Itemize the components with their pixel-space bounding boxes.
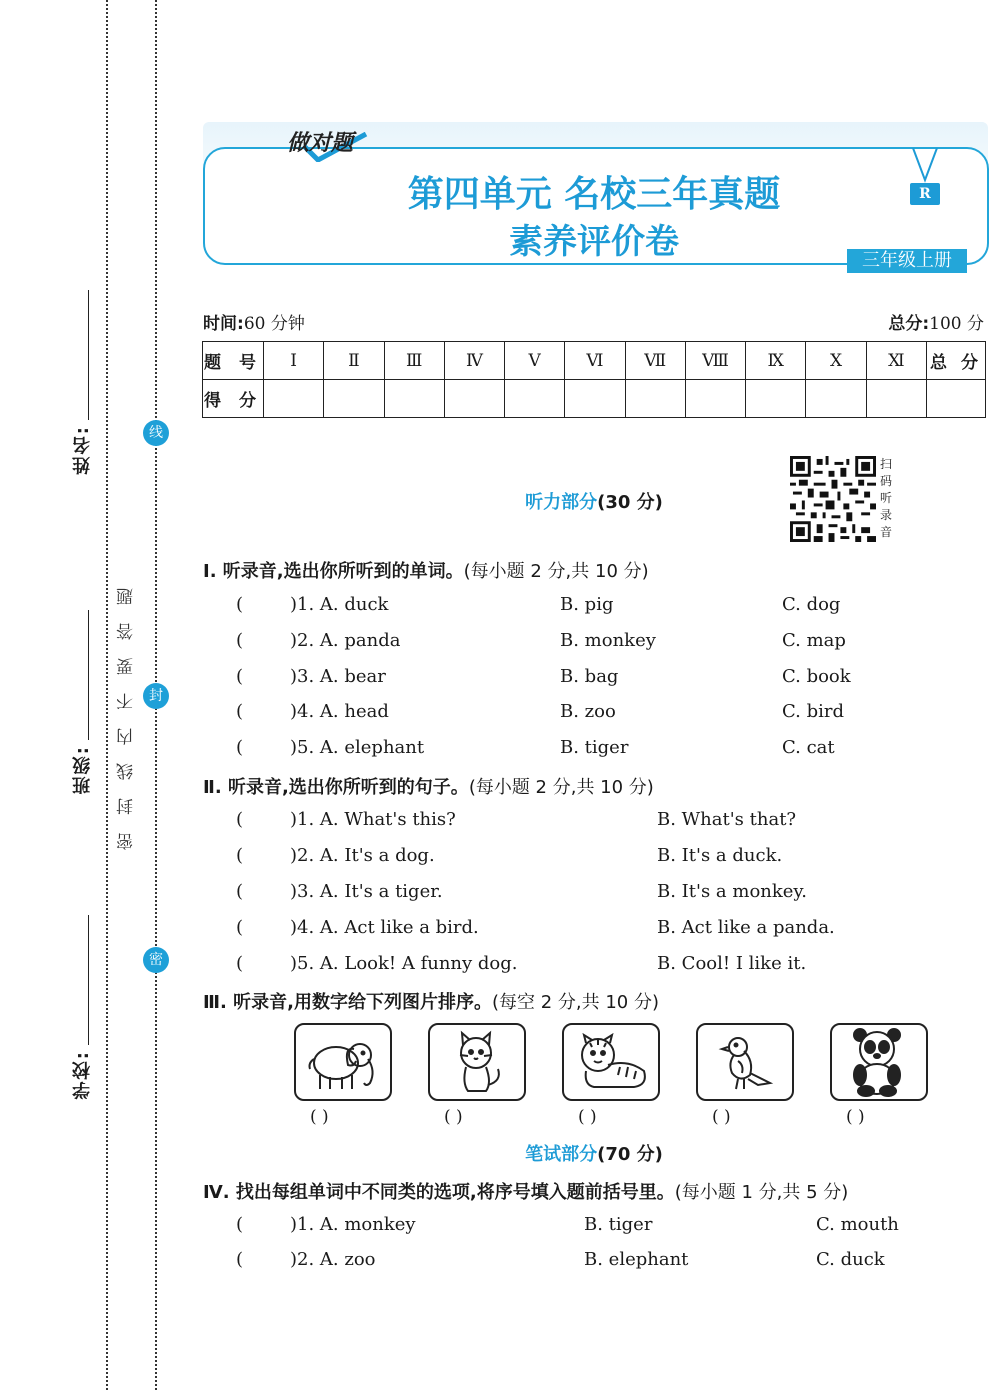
cat-icon [430,1025,524,1099]
class-label: 班级: [72,745,93,795]
score-cell[interactable] [324,380,384,418]
bird-icon [698,1025,792,1099]
q1-item-5-b: B. tiger [560,737,629,758]
answer-paren[interactable]: ( [236,701,244,722]
col-10: Ⅹ [806,342,866,380]
q1-instruction: Ⅰ. 听录音,选出你所听到的单词。 [203,561,464,582]
q2-item-2-a: )2. A. It's a dog. [290,845,435,866]
name-label: 姓名: [72,425,93,475]
q2-item-3-a: )3. A. It's a tiger. [290,881,443,902]
score-cell[interactable] [685,380,745,418]
q2-item-3-b: B. It's a monkey. [657,881,807,902]
elephant-icon [296,1025,390,1099]
q2-item-4-b: B. Act like a panda. [657,917,835,938]
col-3: Ⅲ [384,342,444,380]
score-cell[interactable] [505,380,565,418]
writing-title-text: 笔试部分 [525,1144,598,1165]
q1-item-3-c: C. book [782,666,851,687]
class-blank[interactable] [88,610,89,740]
q2-item-2-b: B. It's a duck. [657,845,783,866]
publisher-badge: R [910,183,940,205]
answer-paren[interactable]: ( [236,666,244,687]
q1-item-5-a: )5. A. elephant [290,737,425,758]
panda-icon [832,1025,926,1099]
q1-item-1-b: B. pig [560,594,614,615]
q3-heading [203,988,659,1014]
elephant-picture [294,1023,392,1101]
badge-ribbon-icon [910,148,940,184]
time-value: 60 分钟 [243,314,305,334]
total-label: 总分: [888,314,930,334]
q1-item-3-a: )3. A. bear [290,666,386,687]
q3-points: (每空 2 分,共 10 分) [491,992,659,1013]
question-number-label: 题 号 [203,342,264,380]
picture-answer-blank[interactable]: ( ) [712,1107,731,1127]
q1-item-2-c: C. map [782,630,846,651]
score-cell[interactable] [746,380,806,418]
question-number-row [203,342,986,380]
seal-mark-secret: 密 [143,947,169,973]
writing-section-title [202,1140,986,1166]
q2-item-5-a: )5. A. Look! A funny dog. [290,953,518,974]
answer-paren[interactable]: ( [236,1214,244,1235]
listening-title-text: 听力部分 [525,492,598,513]
col-6: Ⅵ [565,342,625,380]
listening-title-score: (30 分) [597,492,663,513]
col-9: Ⅸ [746,342,806,380]
total-score-info [888,309,984,334]
score-label: 得 分 [203,380,264,418]
q2-item-1-a: )1. A. What's this? [290,809,456,830]
panda-picture [830,1023,928,1101]
q4-points: (每小题 1 分,共 5 分) [674,1182,849,1203]
q1-item-3-b: B. bag [560,666,619,687]
seal-instruction: 密封线内不要答题 [117,570,137,850]
score-cell[interactable] [806,380,866,418]
q1-points: (每小题 2 分,共 10 分) [463,561,649,582]
picture-answer-blank[interactable]: ( ) [846,1107,865,1127]
grade-tag: 三年级上册 [847,249,967,273]
q2-points: (每小题 2 分,共 10 分) [468,777,654,798]
score-cell[interactable] [625,380,685,418]
time-info [203,309,305,334]
q4-item-2-c: C. duck [816,1249,885,1270]
q4-item-2-a: )2. A. zoo [290,1249,376,1270]
q1-item-2-a: )2. A. panda [290,630,401,651]
score-cell[interactable] [444,380,504,418]
answer-paren[interactable]: ( [236,737,244,758]
q1-item-1-c: C. dog [782,594,841,615]
q3-instruction: Ⅲ. 听录音,用数字给下列图片排序。 [203,992,492,1013]
q1-item-2-b: B. monkey [560,630,656,651]
picture-answer-blank[interactable]: ( ) [578,1107,597,1127]
score-cell[interactable] [565,380,625,418]
answer-paren[interactable]: ( [236,1249,244,1270]
col-11: Ⅺ [866,342,926,380]
q1-item-4-b: B. zoo [560,701,616,722]
col-7: Ⅶ [625,342,685,380]
cat-picture [428,1023,526,1101]
picture-answer-blank[interactable]: ( ) [444,1107,463,1127]
bird-picture [696,1023,794,1101]
page-title: 第四单元 名校三年真题 [407,174,781,215]
listening-section-title [202,488,986,514]
school-blank[interactable] [88,915,89,1045]
name-blank[interactable] [88,290,89,420]
total-value: 100 分 [929,314,984,334]
answer-paren[interactable]: ( [236,953,244,974]
picture-answer-blank[interactable]: ( ) [310,1107,329,1127]
score-cell-total[interactable] [927,380,986,418]
seal-mark-seal: 封 [143,683,169,709]
q2-item-1-b: B. What's that? [657,809,797,830]
q4-item-1-a: )1. A. monkey [290,1214,416,1235]
q1-item-1-a: )1. A. duck [290,594,389,615]
answer-paren[interactable]: ( [236,917,244,938]
q1-item-5-c: C. cat [782,737,835,758]
answer-paren[interactable]: ( [236,845,244,866]
qr-label: 扫码听录音 [880,457,893,539]
q4-instruction: Ⅳ. 找出每组单词中不同类的选项,将序号填入题前括号里。 [203,1182,675,1203]
tiger-picture [562,1023,660,1101]
col-1: Ⅰ [264,342,324,380]
q1-item-4-c: C. bird [782,701,844,722]
q2-instruction: Ⅱ. 听录音,选出你所听到的句子。 [203,777,469,798]
q2-heading [203,773,654,799]
q2-item-4-a: )4. A. Act like a bird. [290,917,479,938]
q2-item-5-b: B. Cool! I like it. [657,953,807,974]
tiger-icon [564,1025,658,1099]
seal-mark-line: 线 [143,420,169,446]
col-2: Ⅱ [324,342,384,380]
answer-paren[interactable]: ( [236,881,244,902]
answer-paren[interactable]: ( [236,594,244,615]
score-cell[interactable] [384,380,444,418]
col-8: Ⅷ [685,342,745,380]
page-subtitle: 素养评价卷 [509,222,679,262]
answer-paren[interactable]: ( [236,809,244,830]
score-row [203,380,986,418]
score-table [202,341,986,418]
writing-title-score: (70 分) [597,1144,663,1165]
binding-dotted-line-left [106,0,108,1390]
col-4: Ⅳ [444,342,504,380]
score-cell[interactable] [264,380,324,418]
answer-paren[interactable]: ( [236,630,244,651]
school-label: 学校: [72,1050,93,1100]
col-5: Ⅴ [505,342,565,380]
col-total: 总 分 [927,342,986,380]
logo: 做对题 [287,131,354,156]
q4-item-2-b: B. elephant [584,1249,689,1270]
q4-heading [203,1178,848,1204]
q4-item-1-b: B. tiger [584,1214,653,1235]
q1-item-4-a: )4. A. head [290,701,389,722]
q1-heading [203,557,649,583]
q4-item-1-c: C. mouth [816,1214,899,1235]
time-label: 时间: [203,314,244,334]
score-cell[interactable] [866,380,926,418]
